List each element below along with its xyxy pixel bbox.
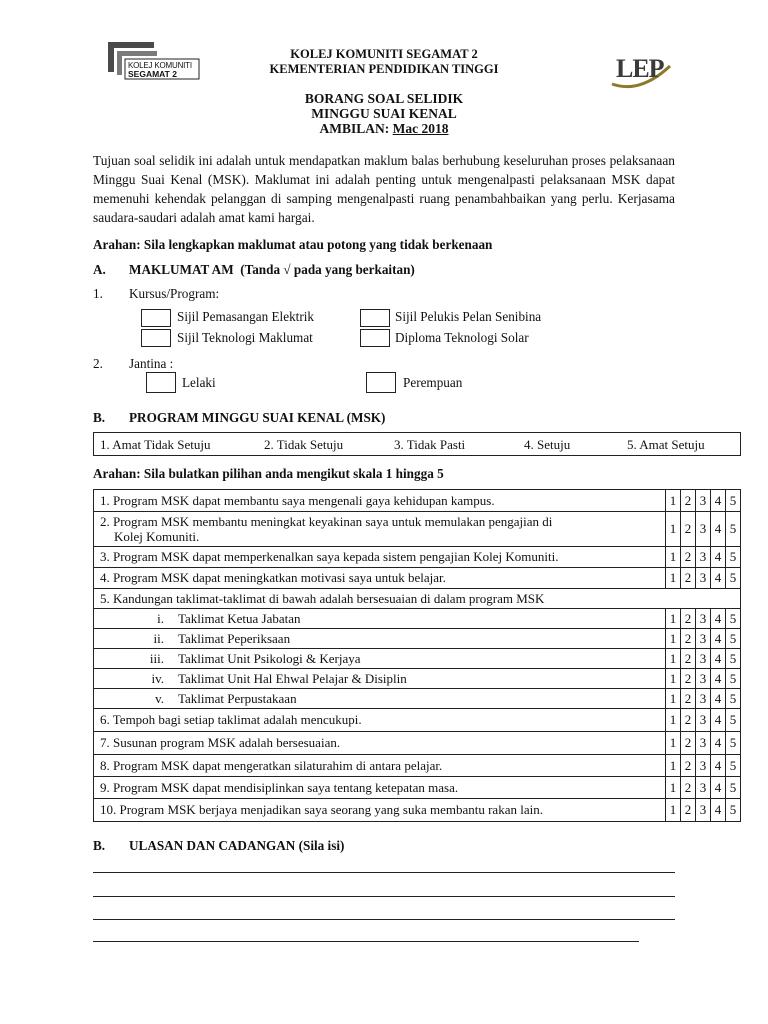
rating-option[interactable]: 5 — [726, 709, 741, 732]
roman-numeral: i. — [157, 610, 164, 626]
rating-option[interactable]: 4 — [711, 568, 726, 589]
question-text: Taklimat Unit Psikologi & Kerjaya — [178, 650, 361, 666]
gender-option-label: Lelaki — [182, 375, 216, 390]
ministry-name: KEMENTERIAN PENDIDIKAN TINGGI — [269, 62, 499, 76]
rating-option[interactable]: 4 — [711, 609, 726, 629]
question-cell — [94, 512, 666, 547]
instruction-circle: Arahan: Sila bulatkan pilihan anda mengikut skala 1 hingga 5 — [93, 466, 444, 481]
rating-option[interactable]: 5 — [726, 799, 741, 822]
rating-option[interactable]: 2 — [681, 629, 696, 649]
intro-paragraph: Tujuan soal selidik ini adalah untuk mendapatkan maklum balas berhubung keseluruhan proses pelaksanaan Minggu Suai Kenal (MSK). Maklumat ini adalah penting untuk mengenalpasti pelaksanaan MSK dapat memenuhi kehendak pelanggan di samping mengenalpasti ruang penambahbaikan yang perlu. Kerjasama saudara-saudari adalah amat kami hargai. — [93, 153, 675, 225]
question-text: 8. Program MSK dapat mengeratkan silaturahim di antara pelajar. — [94, 755, 666, 777]
table-row — [94, 629, 741, 649]
table-row — [94, 777, 741, 799]
subquestion-cell — [94, 689, 666, 709]
course-option-label: Diploma Teknologi Solar — [395, 330, 529, 345]
question-text: 9. Program MSK dapat mendisiplinkan saya tentang ketepatan masa. — [94, 777, 666, 799]
rating-option[interactable]: 5 — [726, 649, 741, 669]
rating-option[interactable]: 5 — [726, 512, 741, 547]
intake-line — [0, 121, 768, 137]
comment-line-3[interactable] — [93, 919, 675, 920]
table-row — [94, 709, 741, 732]
rating-option[interactable]: 1 — [666, 732, 681, 755]
rating-option[interactable]: 3 — [696, 609, 711, 629]
rating-option[interactable]: 2 — [681, 512, 696, 547]
rating-option[interactable]: 1 — [666, 547, 681, 568]
rating-option[interactable]: 5 — [726, 629, 741, 649]
rating-option[interactable]: 3 — [696, 709, 711, 732]
section-c-letter: B. — [93, 838, 106, 853]
table-row — [94, 512, 741, 547]
question-text: 1. Program MSK dapat membantu saya mengenali gaya kehidupan kampus. — [94, 490, 666, 512]
scale-label: 5. Amat Setuju — [627, 437, 705, 452]
question-text: Taklimat Perpustakaan — [178, 690, 297, 706]
college-name: KOLEJ KOMUNITI SEGAMAT 2 — [290, 47, 478, 61]
rating-option[interactable]: 2 — [681, 689, 696, 709]
rating-option[interactable]: 1 — [666, 490, 681, 512]
scale-label: 1. Amat Tidak Setuju — [100, 437, 211, 452]
rating-option[interactable]: 2 — [681, 568, 696, 589]
question-text: 5. Kandungan taklimat-taklimat di bawah adalah bersesuaian di dalam program MSK — [94, 589, 741, 609]
rating-option[interactable]: 3 — [696, 755, 711, 777]
rating-option[interactable]: 1 — [666, 512, 681, 547]
checkbox-course-3[interactable] — [141, 329, 171, 347]
rating-option[interactable]: 1 — [666, 777, 681, 799]
rating-option[interactable]: 5 — [726, 490, 741, 512]
rating-option[interactable]: 4 — [711, 547, 726, 568]
subquestion-cell — [94, 629, 666, 649]
question-text-cont: Kolej Komuniti. — [114, 529, 200, 544]
rating-option[interactable]: 2 — [681, 709, 696, 732]
rating-option[interactable]: 3 — [696, 799, 711, 822]
table-row — [94, 490, 741, 512]
rating-option[interactable]: 2 — [681, 799, 696, 822]
rating-option[interactable]: 4 — [711, 755, 726, 777]
rating-option[interactable]: 4 — [711, 512, 726, 547]
checkbox-course-2[interactable] — [360, 309, 390, 327]
rating-option[interactable]: 1 — [666, 755, 681, 777]
roman-numeral: ii. — [153, 630, 164, 646]
rating-option[interactable]: 3 — [696, 669, 711, 689]
rating-option[interactable]: 4 — [711, 799, 726, 822]
section-a-heading — [129, 262, 415, 278]
scale-label: 2. Tidak Setuju — [264, 437, 344, 452]
rating-option[interactable]: 4 — [711, 490, 726, 512]
rating-option[interactable]: 5 — [726, 689, 741, 709]
checkbox-course-4[interactable] — [360, 329, 390, 347]
rating-option[interactable]: 5 — [726, 609, 741, 629]
course-option-label: Sijil Teknologi Maklumat — [177, 330, 313, 345]
rating-option[interactable]: 4 — [711, 629, 726, 649]
rating-option[interactable]: 1 — [666, 669, 681, 689]
rating-option[interactable]: 3 — [696, 629, 711, 649]
question-text: 10. Program MSK berjaya menjadikan saya seorang yang suka membantu rakan lain. — [94, 799, 666, 822]
question-text: 2. Program MSK membantu meningkat keyakinan saya untuk memulakan pengajian di — [100, 514, 553, 529]
lep-logo-text: LEP — [616, 54, 664, 83]
roman-numeral: iii. — [149, 650, 164, 666]
question-text: 6. Tempoh bagi setiap taklimat adalah mencukupi. — [94, 709, 666, 732]
checkbox-course-1[interactable] — [141, 309, 171, 327]
table-row — [94, 568, 741, 589]
question-text: 7. Susunan program MSK adalah bersesuaian. — [94, 732, 666, 755]
rating-option[interactable]: 1 — [666, 649, 681, 669]
roman-numeral: v. — [155, 690, 164, 706]
question-text: 3. Program MSK dapat memperkenalkan saya kepada sistem pengajian Kolej Komuniti. — [94, 547, 666, 568]
rating-option[interactable]: 3 — [696, 777, 711, 799]
rating-option[interactable]: 1 — [666, 799, 681, 822]
logo-text-line2: SEGAMAT 2 — [128, 69, 177, 79]
comment-line-1[interactable] — [93, 872, 675, 873]
rating-option[interactable]: 4 — [711, 709, 726, 732]
rating-option[interactable]: 4 — [711, 669, 726, 689]
rating-option[interactable]: 3 — [696, 732, 711, 755]
section-b-title: PROGRAM MINGGU SUAI KENAL (MSK) — [129, 410, 386, 425]
gender-option-label: Perempuan — [403, 375, 463, 390]
rating-option[interactable]: 2 — [681, 649, 696, 669]
q2-number: 2. — [93, 356, 103, 371]
table-row — [94, 669, 741, 689]
rating-option[interactable]: 5 — [726, 732, 741, 755]
logo-text-line1: KOLEJ KOMUNITI — [128, 61, 192, 70]
rating-option[interactable]: 2 — [681, 547, 696, 568]
rating-option[interactable]: 3 — [696, 490, 711, 512]
rating-option[interactable]: 2 — [681, 490, 696, 512]
course-option-label: Sijil Pemasangan Elektrik — [177, 309, 314, 324]
scale-label: 4. Setuju — [524, 437, 571, 452]
rating-option[interactable]: 1 — [666, 609, 681, 629]
section-a-title: MAKLUMAT AM — [129, 262, 234, 277]
rating-option[interactable]: 5 — [726, 777, 741, 799]
checkbox-gender-female[interactable] — [366, 372, 396, 393]
section-a-note: (Tanda √ pada yang berkaitan) — [240, 262, 415, 277]
rating-option[interactable]: 4 — [711, 689, 726, 709]
rating-option[interactable]: 3 — [696, 689, 711, 709]
question-text: Taklimat Peperiksaan — [178, 630, 291, 646]
table-row — [94, 799, 741, 822]
rating-option[interactable]: 5 — [726, 568, 741, 589]
subquestion-cell — [94, 669, 666, 689]
course-option-label: Sijil Pelukis Pelan Senibina — [395, 309, 542, 324]
rating-option[interactable]: 1 — [666, 568, 681, 589]
table-row — [94, 755, 741, 777]
q1-number: 1. — [93, 286, 103, 301]
rating-option[interactable]: 3 — [696, 649, 711, 669]
question-text: Taklimat Ketua Jabatan — [178, 610, 301, 626]
rating-option[interactable]: 2 — [681, 755, 696, 777]
q2-label: Jantina : — [129, 356, 174, 371]
table-row — [94, 732, 741, 755]
rating-option[interactable]: 4 — [711, 777, 726, 799]
rating-option[interactable]: 1 — [666, 629, 681, 649]
section-a-letter: A. — [93, 262, 106, 277]
rating-option[interactable]: 5 — [726, 755, 741, 777]
rating-option[interactable]: 5 — [726, 547, 741, 568]
table-row — [94, 609, 741, 629]
rating-option[interactable]: 1 — [666, 709, 681, 732]
comment-line-4[interactable] — [93, 941, 639, 942]
table-row — [94, 649, 741, 669]
rating-option[interactable]: 3 — [696, 547, 711, 568]
subquestion-cell — [94, 609, 666, 629]
rating-option[interactable]: 3 — [696, 512, 711, 547]
section-b-letter: B. — [93, 410, 106, 425]
q1-label: Kursus/Program: — [129, 286, 220, 301]
rating-option[interactable]: 4 — [711, 732, 726, 755]
form-title: BORANG SOAL SELIDIK — [304, 91, 464, 106]
question-text: 4. Program MSK dapat meningkatkan motivasi saya untuk belajar. — [94, 568, 666, 589]
intake-value: Mac 2018 — [392, 121, 449, 136]
rating-option[interactable]: 2 — [681, 777, 696, 799]
section-c-title: ULASAN DAN CADANGAN (Sila isi) — [129, 838, 345, 853]
subquestion-cell — [94, 649, 666, 669]
scale-label: 3. Tidak Pasti — [394, 437, 466, 452]
roman-numeral: iv. — [151, 670, 164, 686]
rating-option[interactable]: 1 — [666, 689, 681, 709]
checkbox-gender-male[interactable] — [146, 372, 176, 393]
rating-option[interactable]: 2 — [681, 669, 696, 689]
form-subtitle: MINGGU SUAI KENAL — [311, 106, 457, 121]
table-row-header — [94, 589, 741, 609]
table-row — [94, 689, 741, 709]
intake-label: AMBILAN: — [319, 121, 393, 136]
rating-option[interactable]: 3 — [696, 568, 711, 589]
table-row — [94, 547, 741, 568]
rating-option[interactable]: 2 — [681, 732, 696, 755]
question-text: Taklimat Unit Hal Ehwal Pelajar & Disiplin — [178, 670, 407, 686]
rating-option[interactable]: 2 — [681, 609, 696, 629]
rating-option[interactable]: 5 — [726, 669, 741, 689]
instruction-fill: Arahan: Sila lengkapkan maklumat atau potong yang tidak berkenaan — [93, 237, 493, 252]
comment-line-2[interactable] — [93, 896, 675, 897]
rating-table — [93, 489, 741, 822]
rating-option[interactable]: 4 — [711, 649, 726, 669]
